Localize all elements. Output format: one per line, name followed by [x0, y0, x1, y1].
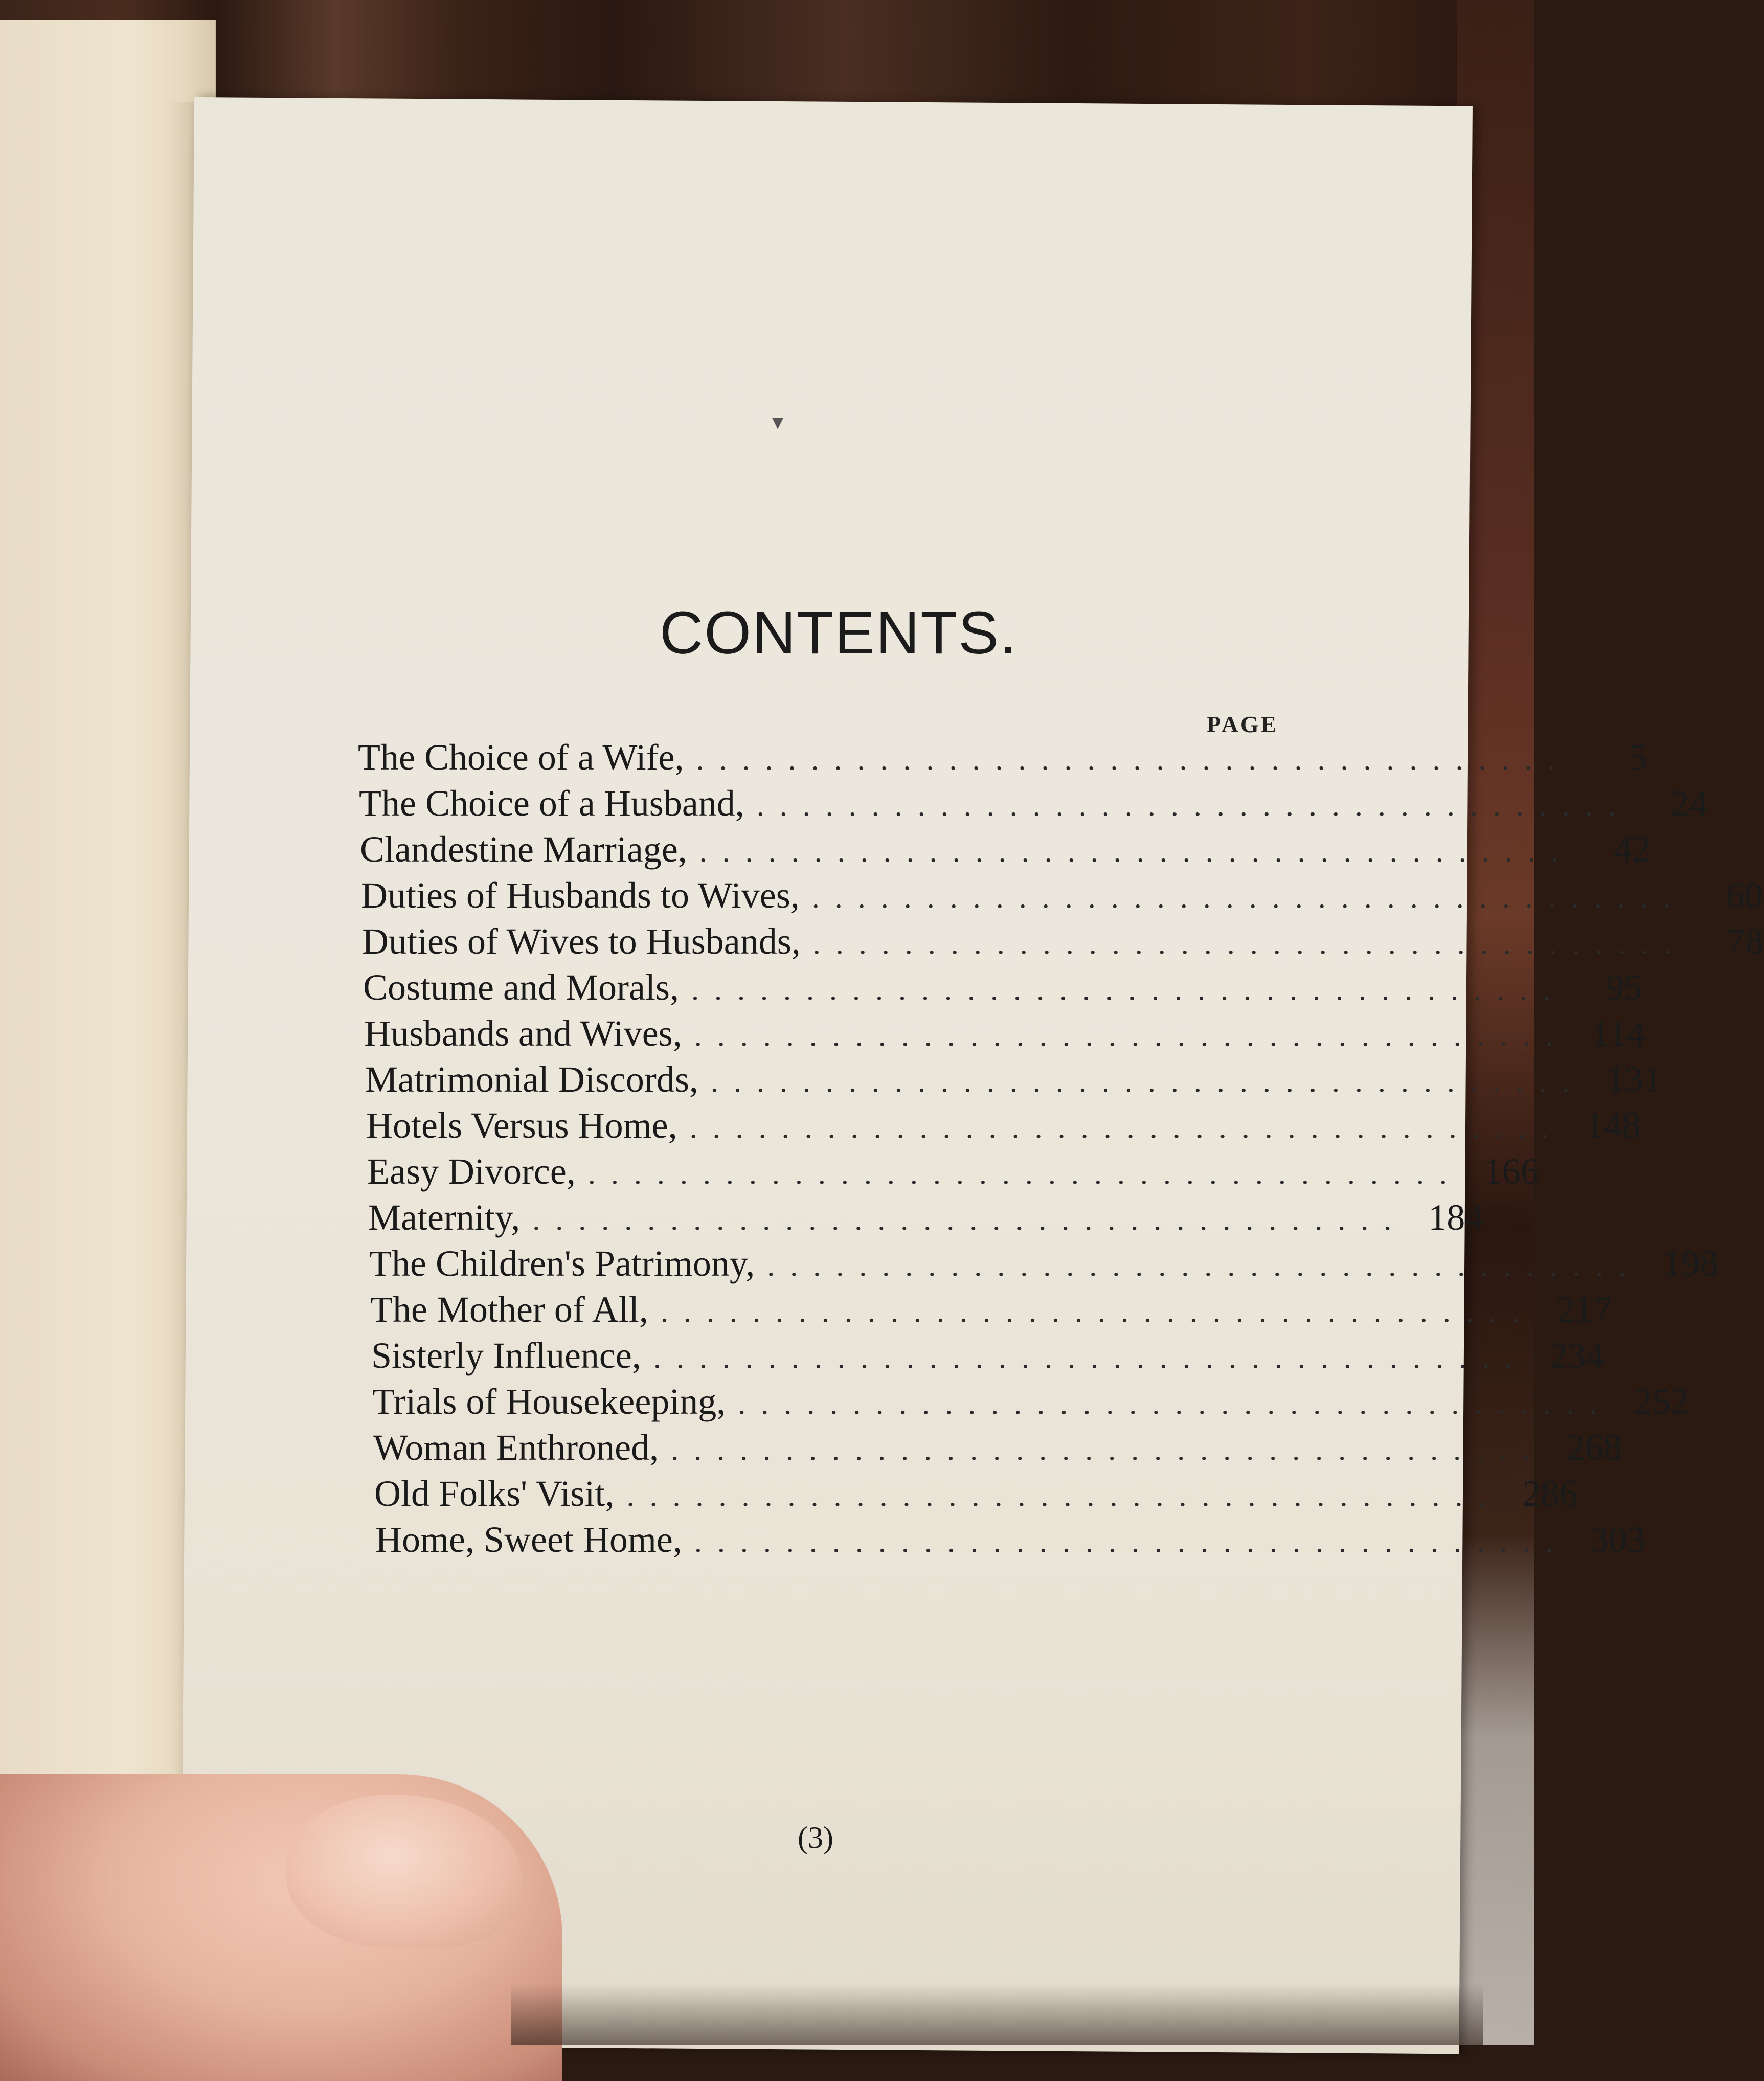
leader-dots: ...................................... [689, 1111, 1564, 1144]
leader-dots: ...................................... [660, 1295, 1535, 1328]
leader-dots: ...................................... [699, 834, 1574, 868]
toc-entry [358, 782, 1708, 828]
leader-dots: ...................................... [587, 1157, 1462, 1190]
toc-entry [358, 1012, 1645, 1058]
toc-entry-title: Duties of Husbands to Wives, [361, 875, 800, 916]
toc-entry-page: 5 [1629, 737, 1647, 778]
toc-entry [358, 1381, 1689, 1427]
toc-entry-page: 268 [1567, 1427, 1622, 1468]
page-column-header: PAGE [1207, 711, 1279, 737]
toc-entry [358, 1334, 1604, 1381]
toc-entry-page: 303 [1590, 1519, 1645, 1560]
leader-dots: ...................................... [756, 788, 1631, 822]
leader-dots: ...................................... [710, 1065, 1585, 1098]
toc-entry [358, 1519, 1645, 1565]
page-title: CONTENTS. [660, 599, 1017, 667]
toc-entry [358, 1104, 1641, 1150]
leader-dots: ...................................... [696, 742, 1571, 776]
leader-dots: ...................................... [812, 926, 1687, 960]
leader-dots: ...................................... [811, 880, 1686, 914]
leader-dots: ...................................... [653, 1341, 1528, 1374]
toc-entry-page: 114 [1591, 1013, 1645, 1054]
toc-entry-title: Hotels Versus Home, [366, 1105, 677, 1146]
leader-dots: ...................................... [738, 1387, 1613, 1420]
toc-entry-title: Woman Enthroned, [373, 1427, 659, 1468]
toc-entry [358, 1473, 1578, 1519]
toc-entry [358, 1427, 1622, 1473]
toc-entry-page: 24 [1670, 783, 1708, 824]
toc-entry-page: 42 [1613, 829, 1650, 870]
page-number-folio: (3) [798, 1821, 833, 1854]
toc-entry-title: Matrimonial Discords, [365, 1059, 698, 1100]
toc-entry-title: Maternity, [368, 1197, 521, 1238]
toc-entry-title: The Choice of a Wife, [358, 737, 684, 778]
toc-entry-title: Old Folks' Visit, [374, 1473, 615, 1514]
leader-dots: ...................................... [671, 1433, 1546, 1466]
toc-entry-page: 78 [1727, 921, 1764, 962]
toc-entry-page: 252 [1634, 1381, 1689, 1422]
toc-entry [358, 920, 1764, 966]
toc-entry-page: 95 [1605, 967, 1642, 1008]
table-of-contents [358, 736, 1764, 1565]
ornament-mark-icon: ▾ [772, 410, 784, 435]
toc-entry-title: Home, Sweet Home, [375, 1519, 682, 1560]
toc-entry-page: 198 [1663, 1243, 1718, 1284]
toc-entry [358, 1150, 1539, 1196]
toc-entry [358, 736, 1647, 782]
toc-entry-page: 184 [1428, 1197, 1484, 1238]
toc-entry-page: 166 [1483, 1151, 1539, 1192]
toc-entry-page: 148 [1585, 1105, 1641, 1146]
leader-dots: ...................................... [767, 1249, 1642, 1282]
toc-entry [358, 874, 1763, 920]
toc-entry-page: 286 [1522, 1473, 1578, 1514]
toc-entry-title: Trials of Housekeeping, [372, 1381, 726, 1422]
leader-dots: ...................................... [694, 1525, 1569, 1558]
toc-entry [358, 1242, 1718, 1288]
toc-entry-title: The Children's Patrimony, [369, 1243, 755, 1284]
toc-entry-title: Sisterly Influence, [371, 1335, 641, 1376]
toc-entry-title: Husbands and Wives, [364, 1013, 682, 1054]
toc-entry-page: 217 [1556, 1289, 1612, 1330]
bottom-shadow [511, 1984, 1483, 2045]
toc-entry-page: 131 [1606, 1059, 1662, 1100]
leader-dots: ...................................... [532, 1203, 1407, 1236]
toc-entry [358, 1196, 1484, 1242]
toc-entry-page: 234 [1549, 1335, 1604, 1376]
toc-entry-title: Costume and Morals, [363, 967, 679, 1008]
toc-entry [358, 1058, 1662, 1104]
toc-entry [358, 1288, 1612, 1334]
toc-entry-title: Clandestine Marriage, [360, 829, 687, 870]
leader-dots: ...................................... [694, 1019, 1569, 1052]
leader-dots: ...................................... [626, 1479, 1501, 1512]
toc-entry-title: Duties of Wives to Husbands, [362, 921, 801, 962]
toc-entry-title: The Choice of a Husband, [359, 783, 744, 824]
toc-entry-page: 60 [1726, 875, 1763, 916]
toc-entry [358, 828, 1650, 874]
toc-entry [358, 966, 1642, 1012]
leader-dots: ...................................... [691, 972, 1566, 1006]
toc-entry-title: Easy Divorce, [367, 1151, 576, 1192]
toc-entry-title: The Mother of All, [370, 1289, 648, 1330]
